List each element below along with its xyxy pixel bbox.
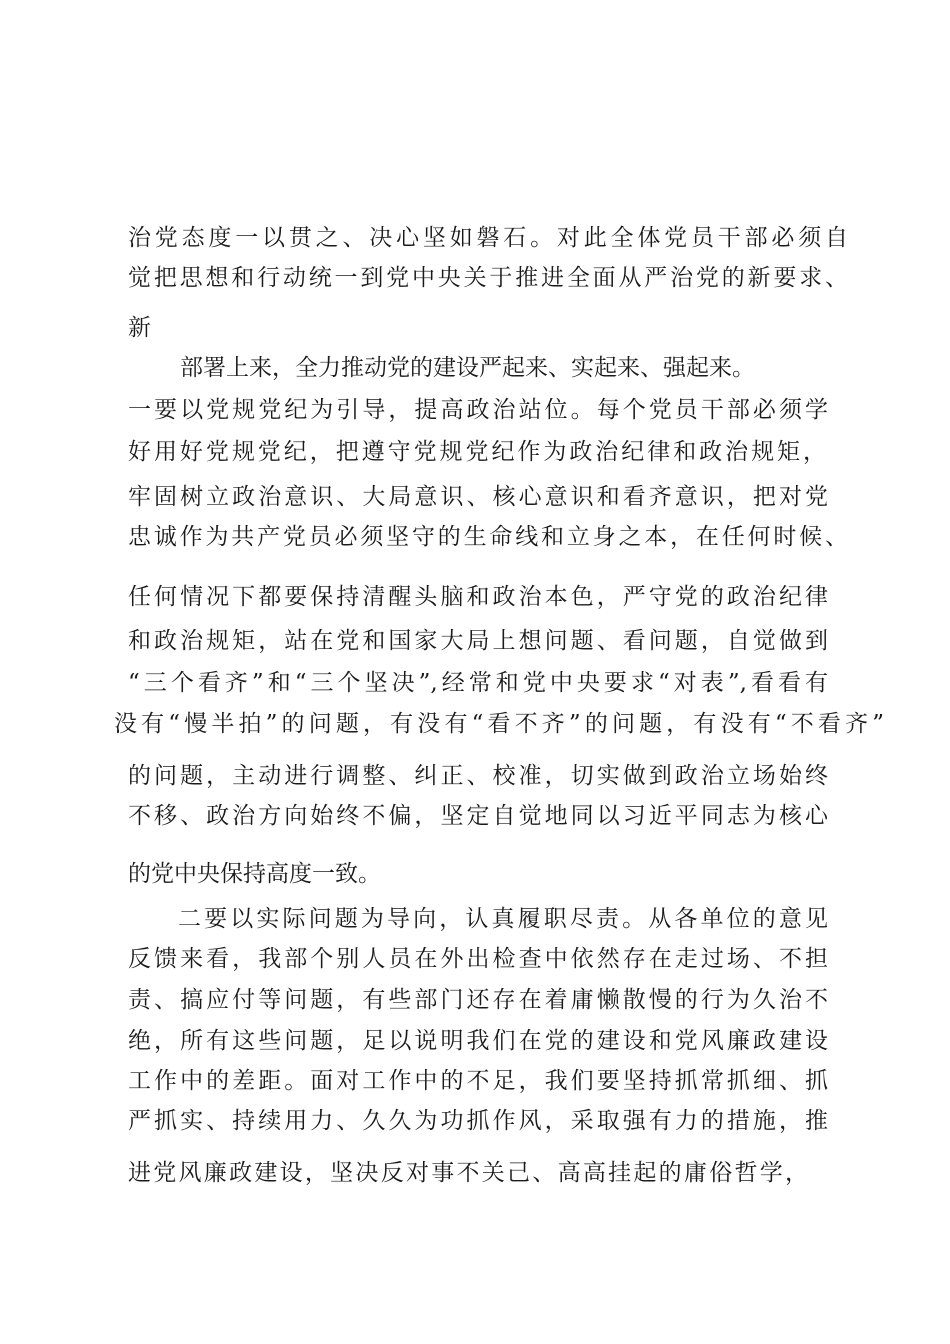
text-line-18: 责、搞应付等问题，有些部门还存在着庸懒散慢的行为久治不 (128, 987, 828, 1013)
text-line-3: 新 (128, 315, 151, 341)
text-line-15: 的党中央保持高度一致。 (128, 861, 381, 887)
text-line-9: 任何情况下都要保持清醒头脑和政治本色，严守党的政治纪律 (128, 584, 828, 610)
text-line-2: 觉把思想和行动统一到党中央关于推进全面从严治党的新要求、 (128, 265, 848, 291)
text-line-21: 严抓实、持续用力、久久为功抓作风，采取强有力的措施，推 (128, 1108, 828, 1134)
text-line-16: 二要以实际问题为导向，认真履职尽责。从各单位的意见 (178, 906, 828, 932)
text-line-6: 好用好党规党纪，把遵守党规党纪作为政治纪律和政治规矩， (128, 439, 826, 465)
text-line-20: 工作中的差距。面对工作中的不足，我们要坚持抓常抓细、抓 (128, 1068, 828, 1094)
text-line-17: 反馈来看，我部个别人员在外出检查中依然存在走过场、不担 (128, 946, 828, 972)
text-line-7: 牢固树立政治意识、大局意识、核心意识和看齐意识，把对党 (128, 484, 828, 510)
text-line-8: 忠诚作为共产党员必须坚守的生命线和立身之本，在任何时候、 (128, 524, 848, 550)
text-line-4: 部署上来，全力推动党的建设严起来、实起来、强起来。 (180, 355, 755, 381)
text-line-13: 的问题，主动进行调整、纠正、校准，切实做到政治立场始终 (128, 763, 828, 789)
text-line-5: 一要以党规党纪为引导，提高政治站位。每个党员干部必须学 (128, 397, 828, 423)
text-line-19: 绝，所有这些问题，足以说明我们在党的建设和党风廉政建设 (128, 1028, 828, 1054)
text-line-12: 没有“慢半拍”的问题，有没有“看不齐”的问题，有没有“不看齐” (114, 711, 884, 737)
text-line-10: 和政治规矩，站在党和国家大局上想问题、看问题，自觉做到 (128, 628, 828, 654)
text-line-14: 不移、政治方向始终不偏，坚定自觉地同以习近平同志为核心 (128, 803, 828, 829)
text-line-1: 治党态度一以贯之、决心坚如磐石。对此全体党员干部必须自 (128, 225, 848, 251)
text-line-22: 进党风廉政建设，坚决反对事不关己、高高挂起的庸俗哲学， (128, 1160, 808, 1186)
text-line-11: “三个看齐”和“三个坚决”,经常和党中央要求“对表”,看看有 (128, 670, 828, 696)
